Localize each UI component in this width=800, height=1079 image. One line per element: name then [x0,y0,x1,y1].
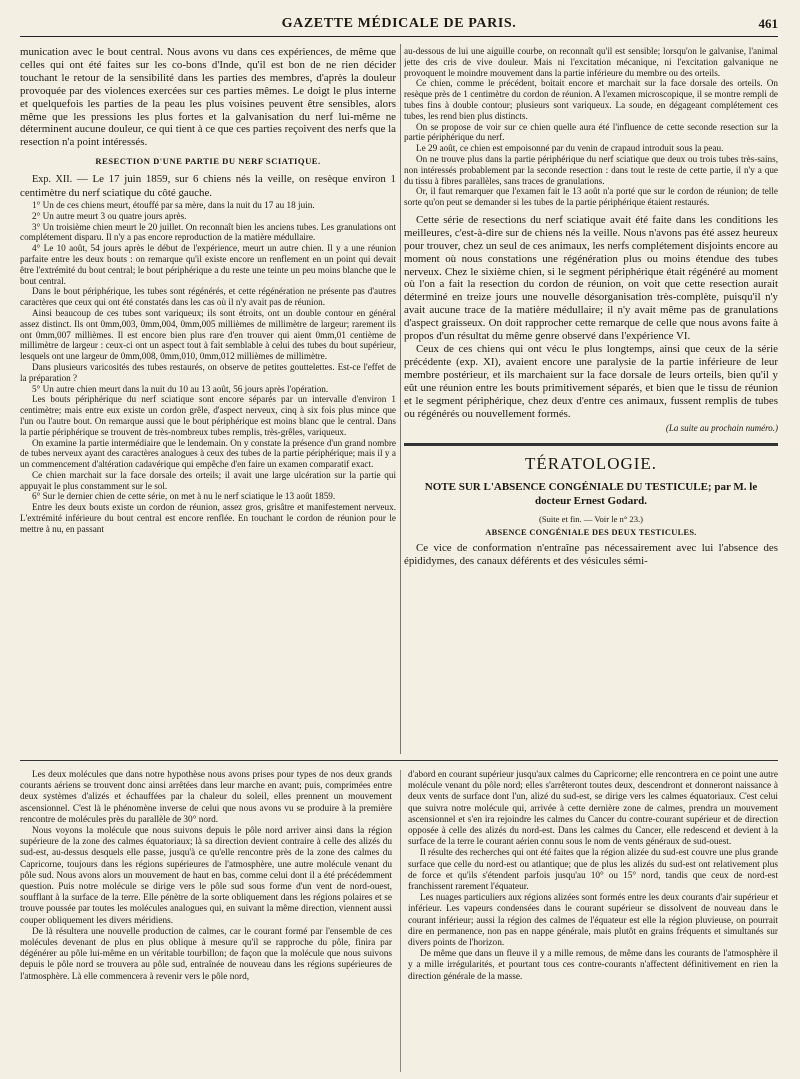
paragraph: De là résultera une nouvelle production de calmes, car le courant formé par l'ensemble de ces molécules devenant de plus en plus oblique à mesure qu'il se rapproche du pôle, finira par dégénérer au pôle lui-même en un véritable tourbillon; de façon que la molécule que nous suivons depuis le pôle nord se trouvera au pôle sud, entraînée de nouveau dans les régions supérieures de l'atmosphère. Là elle commencera à revenir vers le pôle nord, [20,926,392,982]
paragraph: On examine la partie intermédiaire que le lendemain. On y constate la présence d'un grand nombre de tubes nerveux ayant des caractères analogues à ceux des tubes de la partie périphérique; mais il y a un commencement d'altération cadavérique qui empêche d'en faire un examen comparatif exact. [20,437,396,470]
continuation-note: (Suite et fin. — Voir le n° 23.) [538,514,644,525]
list-item: 3° Un troisième chien meurt le 20 juillet. On reconnaît bien les anciens tubes. Les granulations ont complétement disparu. Il n'y a pas encore reproduction de la matière médullaire. [20,221,396,243]
experiment-label: Exp. XII. [32,174,73,186]
bottom-left-column [20,770,392,1072]
running-title: GAZETTE MÉDICALE DE PARIS. [281,16,517,31]
bottom-right-column [408,770,778,1072]
left-column [20,46,396,754]
paragraph: Ce chien, comme le précédent, boitait encore et marchait sur la face dorsale des orteils. On resèque près de 1 centimètre du cordon de réunion. A l'examen microscopique, il se montre rempli de tubes fins à double contour; plusieurs sont variqueux. La soude, en dégageant complétement ces tubes, les rend bien plus distincts. [404,78,778,121]
section-rule [404,443,778,446]
paragraph: Le 29 août, ce chien est empoisonné par du venin de crapaud introduit sous la peau. [416,143,724,154]
paragraph: Les bouts périphérique du nerf sciatique sont encore séparés par un intervalle d'environ 1 centimètre; mais entre eux existe un cordon grêle, d'aspect nerveux, cinq à six fois plus mince que l'un ou l'autre bout. On remarque aussi que le bout périphérique est moins blanc que le central. Dans la partie périphérique se trouvent de très-nombreux tubes remplis, très-grêles, variqueux. [20,394,396,437]
column-divider [400,44,401,754]
paragraph: Ce chien marchait sur la face dorsale des orteils; il avait une large ulcération sur la partie qui appuyait le plus constamment sur le sol. [20,469,396,491]
list-item: 1° Un de ces chiens meurt, étouffé par sa mère, dans la nuit du 17 au 18 juin. [32,199,315,210]
paragraph: Dans plusieurs varicosités des tubes restaurés, on observe de petites gouttelettes. Est-ce l'effet de la préparation ? [20,361,396,383]
paragraph: Ceux de ces chiens qui ont vécu le plus longtemps, ainsi que ceux de la série précédente (exp. XI), avaient encore une paralysie de la partie inférieure de leur membre postérieur, et ils marchaient sur la face dorsale de leurs orteils, bien qu'il y eût une réunion entre les bouts primitivement séparés, et bien que le tissu de réunion et le segment périphérique, chez deux d'entre ces animaux, fussent remplis de tubes ou régénérés ou nouvellement formés. [404,343,778,420]
paragraph: Les nuages particuliers aux régions alizées sont formés entre les deux courants d'air supérieur et inférieur. Les vapeurs condensées dans le courant supérieur se dissolvent de nouveau dans le courant inférieur; aussi la région des calmes de l'équateur est elle la région pluvieuse, on pourrait dire en permanence, non pas en nappe générale, mais plutôt en grains fréquents et simultanés sur divers points de l'horizon. [408,893,778,949]
paragraph: Dans le bout périphérique, les tubes sont régénérés, et cette régénération ne présente pas d'autres caractères que ceux qui ont été constatés dans les cas où il n'y avait pas de réunion. [20,286,396,308]
article-title: NOTE SUR L'ABSENCE CONGÉNIALE DU TESTICULE; par M. le docteur Ernest Godard. [424,481,758,508]
list-item: 6° Sur le dernier chien de cette série, on met à nu le nerf sciatique le 13 août 1859. [32,491,336,502]
section-title: TÉRATOLOGIE. [524,454,658,474]
paragraph: Nous voyons la molécule que nous suivons depuis le pôle nord arriver ainsi dans la région supérieure de la zone des calmes équatoriaux; là sa direction devient contraire à celle des alizés du sud-est, au-dessus desquels elle passe, jusqu'à ce qu'elle rencontre près de la zone des calmes du Capricorne, toujours dans les régions supérieures de l'atmosphère, une autre molécule venant du pôle sud. Nous avons alors un mouvement de haut en bas, comme celui dont il a été précédemment question. Puis notre molécule se dirige vers le pôle sud sous forme d'un vent de nord-ouest, soufflant à la surface de la terre. Elle pénètre de la sorte obliquement dans les régions polaires et se trouve poussée par toutes les molécules analogues qui, en suivant la même direction, viennent aussi couper obliquement les divers méridiens. [20,826,392,926]
continued-note: (La suite au prochain numéro.) [665,423,778,434]
list-item: 4° Le 10 août, 54 jours après le début de l'expérience, meurt un autre chien. Il y a une réunion parfaite entre les deux bouts : on remarque qu'il existe encore un renflement en un point qui devait être l'extrémité du bout central; le bout périphérique a du reste une teinte un peu moins blanche que le bout central. [20,243,396,286]
list-item: 2° Un autre meurt 3 ou quatre jours après. [32,210,187,221]
page-header [20,14,778,37]
paragraph: au-dessous de lui une aiguille courbe, on reconnaît qu'il est sensible; lorsqu'on le galvanise, l'animal jette des cris de vive douleur. Mais ni l'excitation mécanique, ni l'excitation galvanique ne provoquent le moindre mouvement dans la partie inférieure du membre ou des orteils. [404,46,778,78]
subsection-heading: ABSENCE CONGÉNIALE DES DEUX TESTICULES. [485,528,697,538]
paragraph: Ainsi beaucoup de ces tubes sont variqueux; ils sont étroits, ont un double contour en général assez distinct. Ils ont 0mm,003, 0mm,004, 0mm,005 millièmes de millimètre de largeur; rarement ils ont 0mm,007 millièmes. Il est encore bien plus rare d'en trouver qui aient 0mm,01 centième de millimètre de largeur : ceux-ci ont un aspect tout à fait semblable à celui des tubes du bout supérieur, lesquels ont une largeur de 0mm,008, 0mm,010, 0mm,012 millièmes de millimètre. [20,307,396,362]
paragraph: De même que dans un fleuve il y a mille remous, de même dans les courants de l'atmosphère il y a mille irrégularités, et pourtant tous ces contre-courants n'affectent définitivement en rien la direction générale de la masse. [408,949,778,982]
experiment-intro [20,173,396,200]
list-item: 5° Un autre chien meurt dans la nuit du 10 au 13 août, 56 jours après l'opération. [32,383,329,394]
right-column [404,46,778,754]
section-heading: RESECTION D'UNE PARTIE DU NERF SCIATIQUE. [95,156,321,167]
column-divider [400,770,401,1072]
paragraph: Cette série de resections du nerf sciatique avait été faite dans les conditions les meilleures, c'est-à-dire sur de chiens nés la veille. Nous n'avons pas été assez heureux pour trouver, chez un seul de ces animaux, les nerfs complétement disjoints encore au moment où nous constations une régénération plus ou moins étendue des tubes nerveux. Chez le sixième chien, si le segment périphérique était régénéré au moment où l'on a fait la resection du cordon de réunion, on voit que cette resection aurait déterminé en treize jours une nouvelle désorganisation très-complète, puisqu'il n'y avait aucune trace de la matière médullaire; il n'y avait même pas de granulations d'aspect graisseux. On doit rapprocher cette remarque de celle que nous avons faite à propos d'un résultat du même genre observé dans l'expérience VI. [404,213,778,343]
paragraph: d'abord en courant supérieur jusqu'aux calmes du Capricorne; elle rencontrera en ce point une autre molécule venant du pôle nord; elles s'arrêteront toutes deux, descendront et donneront naissance à deux vents de surface dont l'un, alizé du sud-est, se dirige vers les calmes équatoriaux. C'est celui que suivra notre molécule qui, arrivée à cette dernière zone de calmes, prendra un mouvement ascensionnel et s'en ira rejoindre les calmes du Cancer du contre-courant supérieur et de direction opposée à celle des alizés du nord-est. Dans les calmes du Cancer, elle redescend et devient à la surface de la terre le courant aérien connu sous le nom de vents généraux de sud-ouest. [408,770,778,848]
paragraph: Entre les deux bouts existe un cordon de réunion, assez gros, grisâtre et manifestement nerveux. L'extrémité inférieure du bout central est encore renflée. En touchant le cordon de réunion pour le mettre à nu, en passant [20,502,396,534]
page-number: 461 [758,16,778,31]
experiment-intro-text: — Le 17 juin 1859, sur 6 chiens nés la veille, on resèque environ 1 centimètre du nerf sciatique du côté gauche. [20,173,396,200]
paragraph: Or, il faut remarquer que l'examen fait le 13 août n'a porté que sur le cordon de réunion; de telle sorte qu'on peut se demander si les tubes de la partie périphérique étaient restaurés. [404,186,778,208]
paragraph: Les deux molécules que dans notre hypothèse nous avons prises pour types de nos deux grands courants aériens se trouvent donc ainsi arrêtées dans leur marche en avant; puis, comprimées entre deux systèmes d'alizés et échauffées par la chaleur du soleil, elles prennent un mouvement ascensionnel. C'est là le phénomène inverse de celui que nous avons vu se produire à la première rencontre de molécules près du parallèle de 30° nord. [20,770,392,825]
paragraph: Il résulte des recherches qui ont été faites que la région alizée du sud-est couvre une plus grande surface que celle du nord-est ou atlantique; que de plus les alizés du sud-est ont relativement plus de force et qu'ils s'étendent parfois jusqu'au 10° ou 15° nord, tandis que ceux de nord-est franchissent rarement l'équateur. [408,848,778,893]
paragraph: On ne trouve plus dans la partie périphérique du nerf sciatique que deux ou trois tubes très-sains, non intéressés probablement par la seconde resection : dans tout le reste de cette partie, il n'y a que du tissu à fibres parallèles, sans traces de granulations. [404,153,778,186]
horizontal-rule [20,760,778,761]
paragraph: munication avec le bout central. Nous avons vu dans ces expériences, de même que celles qui ont été faites sur les co-bons d'Inde, qu'il est bon de ne rien décider touchant le retour de la sensibilité dans les parties des membres, d'après la douleur provoquée par des violences exercées sur ces parties mêmes. Le doigt le plus interne et quelquefois les parties de la peau les plus voisines peuvent être sensibles, alors même que les pressions les plus fortes et la galvanisation du nerf lui-même ne déterminent aucune douleur, ce qui tient à ce que ces parties reçoivent des nerfs que la resection n'a point intéressés. [20,46,396,149]
paragraph: On se propose de voir sur ce chien quelle aura été l'influence de cette seconde resection sur la partie périphérique du nerf. [404,121,778,143]
paragraph: Ce vice de conformation n'entraîne pas nécessairement avec lui l'absence des épididymes, des canaux déférents et des vésicules sémi- [404,542,778,568]
